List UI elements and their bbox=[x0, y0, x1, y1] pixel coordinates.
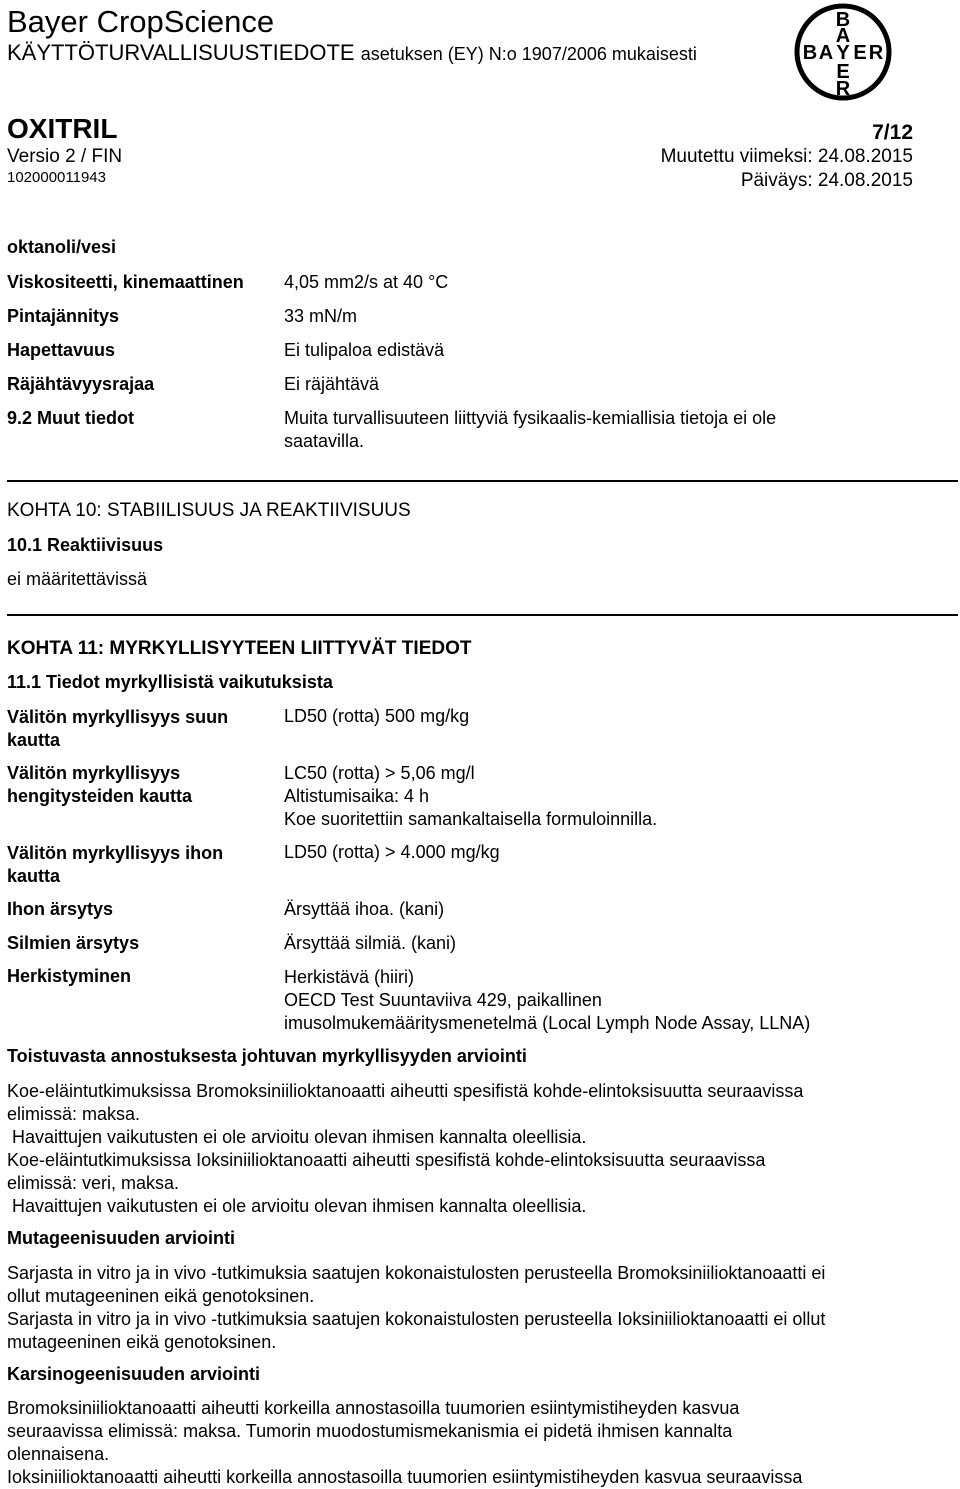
other-info-label: 9.2 Muut tiedot bbox=[7, 408, 134, 428]
inhalation-toxicity-value: LC50 (rotta) > 5,06 mg/l Altistumisaika: 4 h Koe suoritettiin samankaltaisella formuloinnilla. bbox=[284, 763, 658, 829]
bayer-logo bbox=[793, 2, 893, 102]
svg-text:B: B bbox=[835, 9, 851, 31]
skin-irritation-value: Ärsyttää ihoa. (kani) bbox=[284, 899, 445, 919]
viscosity-label: Viskositeetti, kinemaattinen bbox=[7, 272, 244, 292]
sensitization-value: Herkistävä (hiiri) OECD Test Suuntaviiva 429, paikallinen imusolmukemääritysmenetelmä (Local Lymph Node Assay, LLNA) bbox=[284, 967, 811, 1033]
version-label: Versio 2 / FIN bbox=[7, 146, 123, 167]
svg-text:E: E bbox=[836, 61, 850, 83]
sds-title: KÄYTTÖTURVALLISUUSTIEDOTE bbox=[7, 40, 355, 65]
partition-coefficient-label-cont: oktanoli/vesi bbox=[7, 237, 117, 257]
section-11-title: KOHTA 11: MYRKYLLISYYTEEN LIITTYVÄT TIEDOT bbox=[7, 638, 472, 659]
svg-text:Y: Y bbox=[836, 42, 850, 64]
explosive-limits-label: Räjähtävyysrajaa bbox=[7, 374, 155, 394]
revised-date: Muutettu viimeksi: 24.08.2015 bbox=[660, 146, 913, 167]
document-id: 102000011943 bbox=[7, 169, 106, 186]
reactivity-text: ei määritettävissä bbox=[7, 569, 148, 589]
explosive-limits-value: Ei räjähtävä bbox=[284, 374, 380, 394]
company-name: Bayer CropScience bbox=[7, 4, 275, 39]
eye-irritation-value: Ärsyttää silmiä. (kani) bbox=[284, 933, 457, 953]
svg-text:E: E bbox=[853, 42, 867, 64]
svg-text:R: R bbox=[835, 78, 851, 100]
regulation-text: asetuksen (EY) N:o 1907/2006 mukaisesti bbox=[360, 44, 697, 64]
svg-text:A: A bbox=[835, 25, 851, 47]
section-10-1-heading: 10.1 Reaktiivisuus bbox=[7, 535, 164, 555]
section-11-1-heading: 11.1 Tiedot myrkyllisistä vaikutuksista bbox=[7, 672, 333, 692]
svg-text:B: B bbox=[802, 42, 818, 64]
oxidizing-value: Ei tulipaloa edistävä bbox=[284, 340, 445, 360]
viscosity-value: 4,05 mm2/s at 40 °C bbox=[284, 272, 449, 292]
other-info-value-1: Muita turvallisuuteen liittyviä fysikaalis-kemiallisia tietoja ei ole bbox=[284, 408, 777, 428]
other-info-value-2: saatavilla. bbox=[284, 431, 365, 451]
svg-text:R: R bbox=[868, 42, 884, 64]
repeated-dose-text: Koe-eläintutkimuksissa Bromoksiniilioktanoaatti aiheutti spesifistä kohde-elintoksisuutta seuraavissa elimissä: maksa. Havaittujen vaikutusten ei ole arvioitu olevan ihmisen kannalta oleellisia. Koe-eläintutkimuksissa Ioksiniilioktanoaatti aiheutti spesifistä kohde-elintoksisuutta seuraavissa elimissä: veri, maksa. Havaittujen vaikutusten ei ole arvioitu olevan ihmisen kannalta oleellisia. bbox=[7, 1081, 804, 1216]
mutagenicity-text: Sarjasta in vitro ja in vivo -tutkimuksia saatujen kokonaistulosten perusteella Bromoksiniilioktanoaatti ei ollut mutageeninen eikä genotoksinen. Sarjasta in vitro ja in vivo -tutkimuksia saatujen kokonaistulosten perusteella Ioksiniilioktanoaatti ei ollut mutageeninen eikä genotoksinen. bbox=[7, 1263, 826, 1352]
carcinogenicity-heading: Karsinogeenisuuden arviointi bbox=[7, 1364, 261, 1384]
inhalation-toxicity-label: Välitön myrkyllisyys hengitysteiden kautta bbox=[7, 763, 193, 806]
repeated-dose-heading: Toistuvasta annostuksesta johtuvan myrkyllisyyden arviointi bbox=[7, 1046, 527, 1066]
skin-irritation-label: Ihon ärsytys bbox=[7, 899, 114, 919]
dermal-toxicity-label: Välitön myrkyllisyys ihon kautta bbox=[7, 843, 224, 886]
sensitization-label: Herkistyminen bbox=[7, 966, 132, 986]
section-divider-10 bbox=[7, 480, 958, 482]
surface-tension-value: 33 mN/m bbox=[284, 306, 358, 326]
oxidizing-label: Hapettavuus bbox=[7, 340, 116, 360]
section-10-title: KOHTA 10: STABIILISUUS JA REAKTIIVISUUS bbox=[7, 500, 411, 521]
mutagenicity-heading: Mutageenisuuden arviointi bbox=[7, 1228, 236, 1248]
oral-toxicity-label: Välitön myrkyllisyys suun kautta bbox=[7, 707, 229, 750]
section-divider-11 bbox=[7, 614, 958, 616]
print-date: Päiväys: 24.08.2015 bbox=[740, 170, 913, 191]
carcinogenicity-text: Bromoksiniilioktanoaatti aiheutti korkeilla annostasoilla tuumorien esiintymistiheyden kasvua seuraavissa elimissä: maksa. Tumorin muodostumismekanismia ei pidetä ihmisen kannalta olennaisena. Ioksiniilioktanoaatti aiheutti korkeilla annostasoilla tuumorien esiintymistiheyden kasvua seuraavissa bbox=[7, 1398, 803, 1487]
surface-tension-label: Pintajännitys bbox=[7, 306, 120, 326]
document-title bbox=[7, 40, 697, 66]
eye-irritation-label: Silmien ärsytys bbox=[7, 933, 140, 953]
product-name: OXITRIL bbox=[7, 113, 118, 144]
svg-text:A: A bbox=[818, 42, 834, 64]
oral-toxicity-value: LD50 (rotta) 500 mg/kg bbox=[284, 706, 470, 726]
page-number: 7/12 bbox=[872, 121, 913, 144]
dermal-toxicity-value: LD50 (rotta) > 4.000 mg/kg bbox=[284, 842, 500, 862]
